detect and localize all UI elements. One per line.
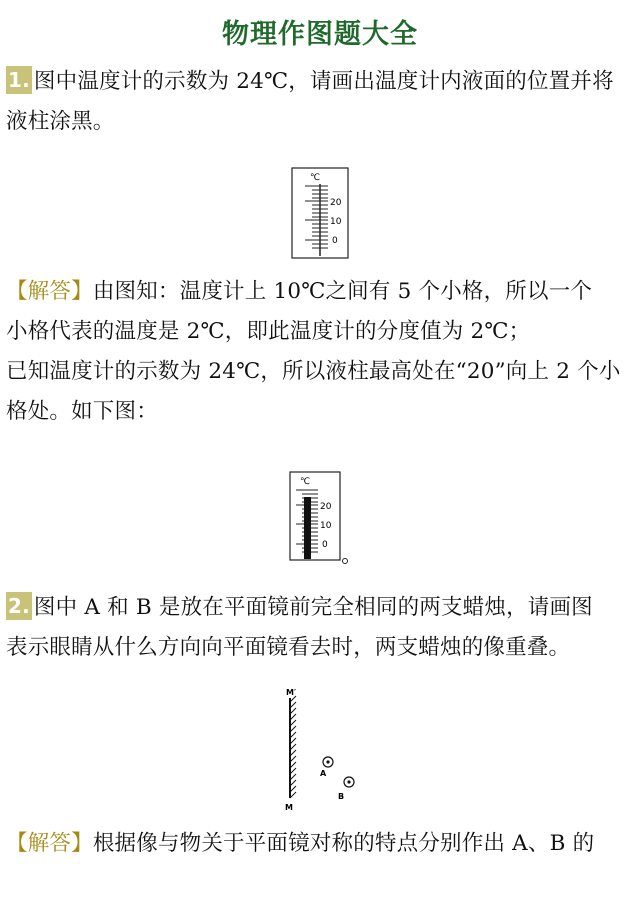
answer-1 [6, 272, 636, 432]
thermometer-figure-answer [288, 470, 350, 566]
liquid-column [304, 497, 311, 559]
unit-label: ℃ [310, 173, 321, 183]
answer-2 [6, 824, 636, 864]
question-text-line: 表示眼睛从什么方向向平面镜看去时，两支蜡烛的像重叠。 [6, 635, 571, 660]
question-2 [6, 588, 636, 668]
answer-text-line: 格处。如下图： [6, 399, 158, 424]
question-text-line: 图中温度计的示数为 24℃，请画出温度计内液面的位置并将 [33, 69, 614, 94]
tick-label: 20 [320, 502, 332, 512]
question-number: 2. [8, 594, 30, 618]
question-text-line: 液柱涂黑。 [6, 109, 115, 134]
tick-label: 0 [332, 236, 338, 246]
answer-label: 【解答】 [6, 279, 93, 304]
plane-mirror-figure [276, 686, 376, 814]
question-number: 1. [8, 68, 30, 92]
tick-label: 20 [330, 198, 342, 208]
answer-label: 【解答】 [6, 831, 93, 856]
answer-text-line: 已知温度计的示数为 24℃，所以液柱最高处在“20”向上 2 个小 [6, 359, 621, 384]
tick-label: 10 [320, 521, 332, 531]
page-title: 物理作图题大全 [222, 19, 418, 50]
mirror-bottom-label: M [285, 803, 293, 812]
answer-text-line: 小格代表的温度是 2℃，即此温度计的分度值为 2℃； [6, 319, 531, 344]
question-1 [6, 62, 636, 142]
tick-label: 0 [322, 540, 328, 550]
unit-label: ℃ [300, 477, 311, 487]
candle-b-label: B [338, 792, 345, 801]
small-circle-mark [343, 559, 348, 564]
answer-text-line: 根据像与物关于平面镜对称的特点分别作出 A、B 的 [92, 831, 595, 856]
answer-text-line: 由图知：温度计上 10℃之间有 5 个小格，所以一个 [92, 279, 593, 304]
mirror-top-label: M′ [286, 688, 297, 697]
candle-a-label: A [320, 769, 327, 778]
tick-marks [305, 186, 328, 248]
question-text-line: 图中 A 和 B 是放在平面镜前完全相同的两支蜡烛，请画图 [33, 595, 593, 620]
tick-label: 10 [330, 217, 342, 227]
thermometer-figure-empty [290, 166, 352, 262]
